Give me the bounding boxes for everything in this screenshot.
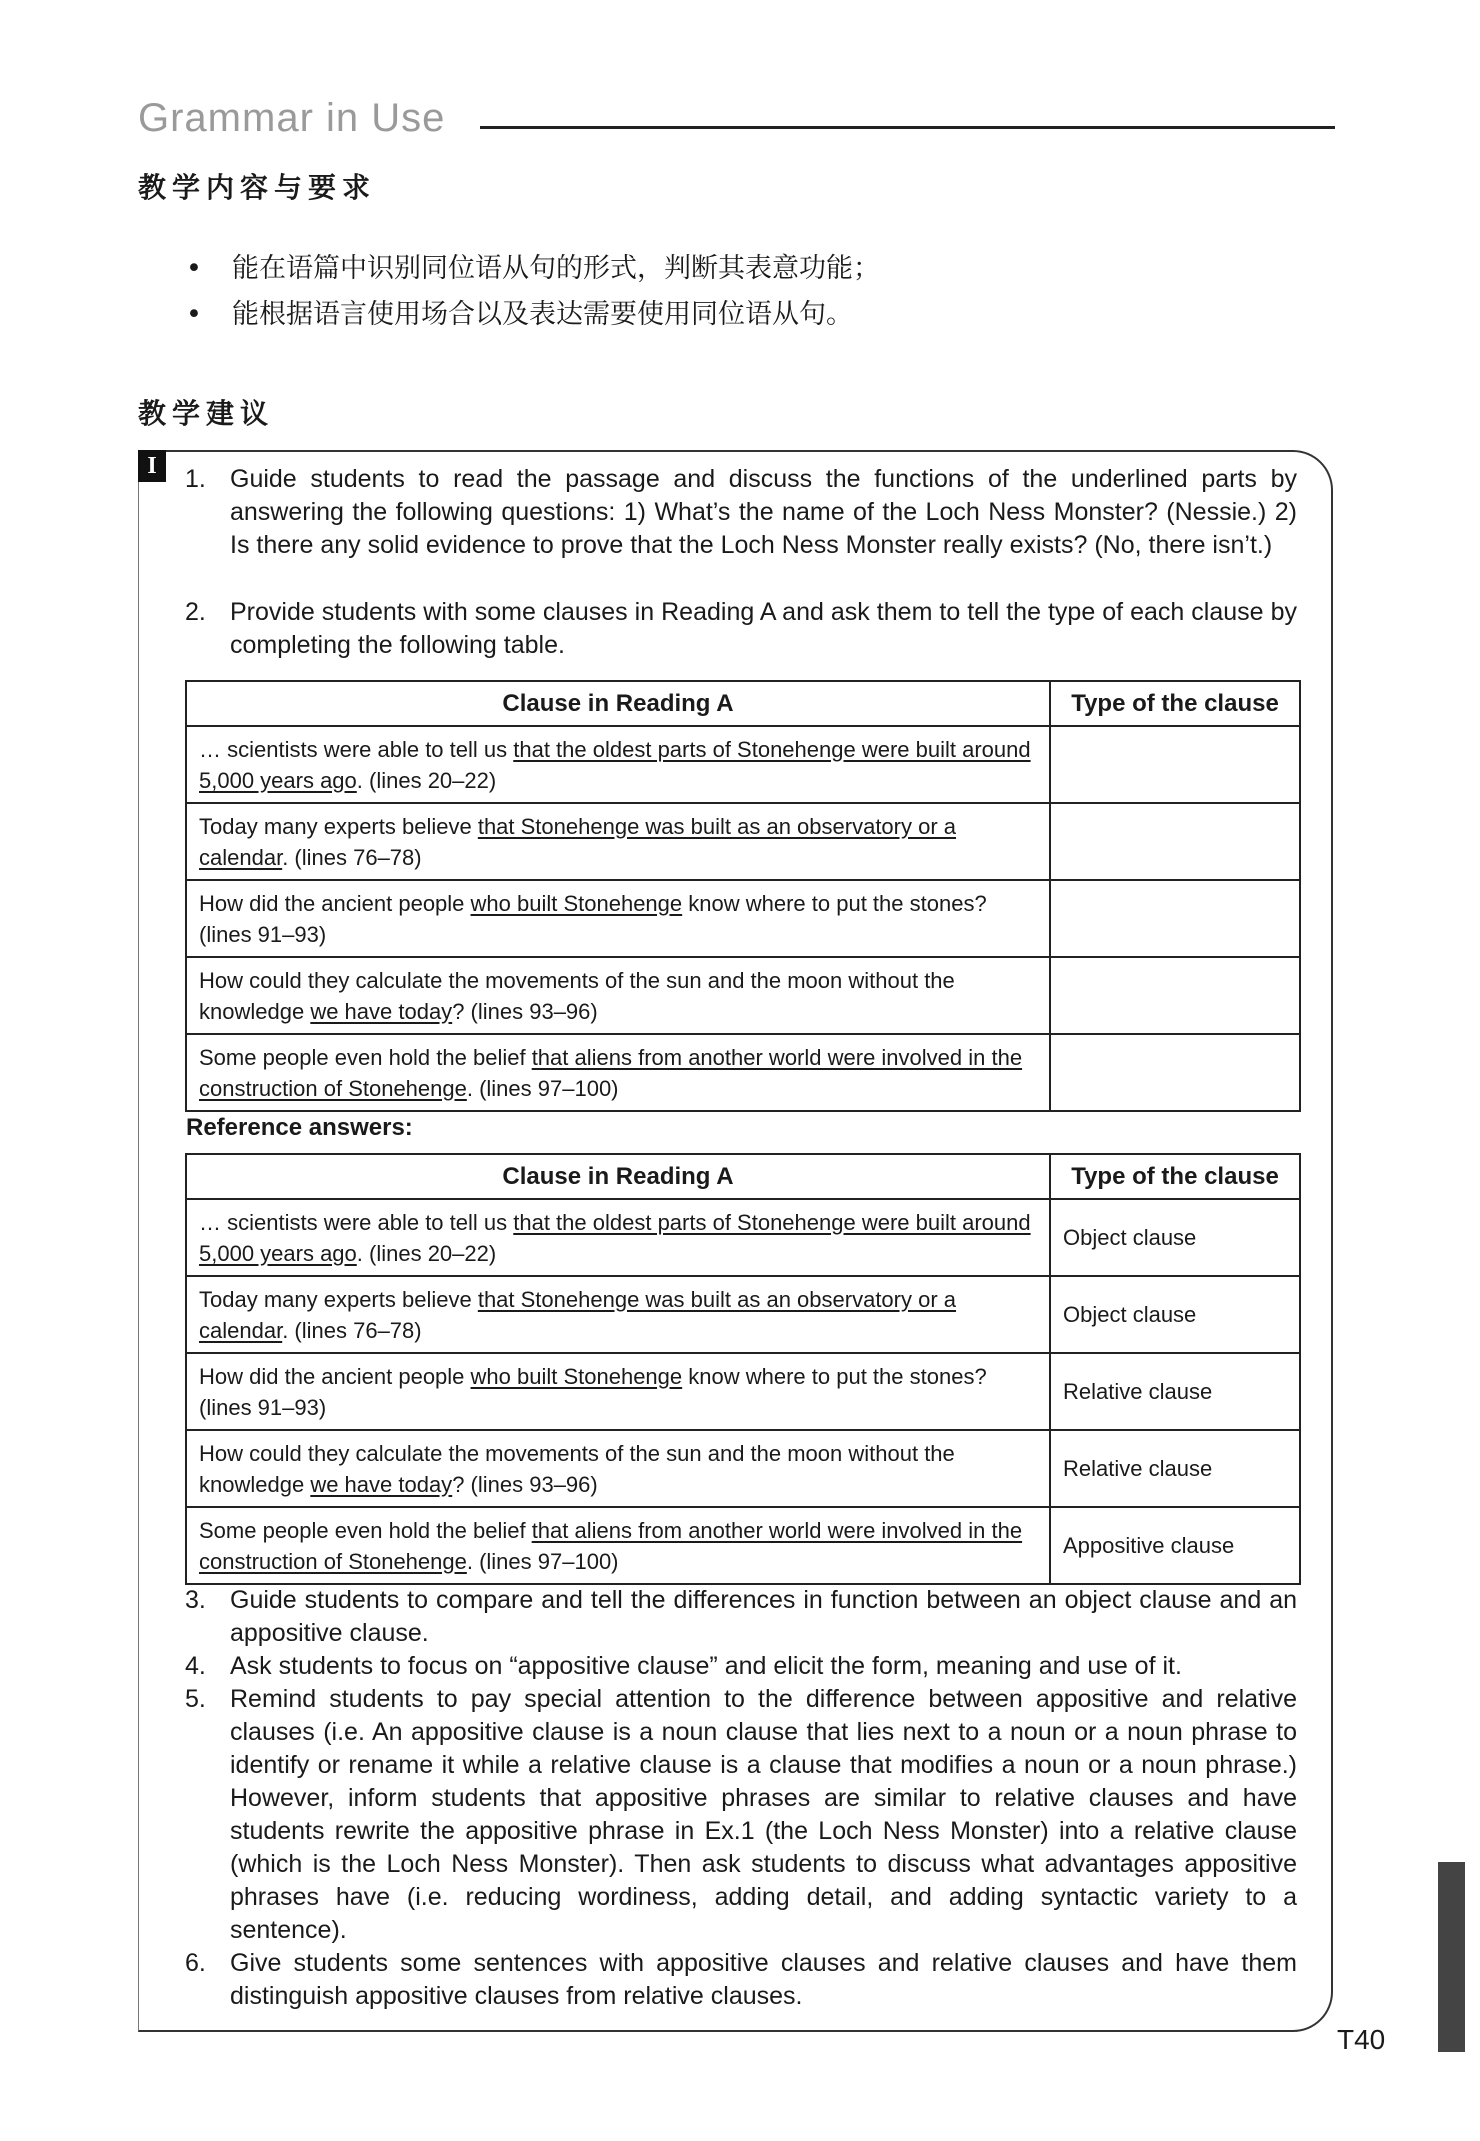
table-row — [186, 803, 1300, 880]
clause-cell — [186, 880, 1050, 957]
clause-text: Today many experts believe — [199, 1286, 478, 1312]
clause-text: How could they calculate the movements of the sun and the moon without the knowledge — [199, 1440, 955, 1497]
clause-text: … scientists were able to tell us — [199, 736, 514, 762]
item-text: Give students some sentences with appositive clauses and relative clauses and have them distinguish appositive clauses from relative clauses. — [230, 1949, 1297, 2010]
exercise-table — [185, 680, 1301, 1112]
header-row — [186, 1154, 1300, 1199]
column-header: Clause in Reading A — [186, 681, 1050, 726]
clause-underlined: that aliens from another world were involved in the construction of Stonehenge — [199, 1044, 1023, 1101]
clause-underlined: we have today — [310, 1471, 453, 1497]
clause-text: … scientists were able to tell us — [199, 1209, 514, 1235]
clause-text: Today many experts believe — [199, 813, 478, 839]
type-cell — [1050, 880, 1300, 957]
list-item — [185, 1584, 1297, 1650]
clause-cell — [186, 803, 1050, 880]
item-number: 6. — [185, 1949, 206, 1977]
bullet-icon: • — [186, 299, 202, 330]
clause-underlined: that Stonehenge was built as an observatory or a calendar — [199, 813, 957, 870]
clause-text: Some people even hold the belief — [199, 1044, 532, 1070]
clause-cell — [186, 1199, 1050, 1276]
goal-item — [186, 292, 853, 331]
table-row — [186, 1276, 1300, 1353]
item-text: Guide students to compare and tell the differences in function between an object clause and an appositive clause. — [230, 1586, 1297, 1647]
clause-lines: ? (lines 93–96) — [452, 998, 598, 1024]
clause-underlined: that aliens from another world were involved in the construction of Stonehenge — [199, 1517, 1023, 1574]
item-number: 2. — [185, 598, 206, 626]
item-text: Provide students with some clauses in Reading A and ask them to tell the type of each clause by completing the following table. — [230, 598, 1297, 659]
section-title: Grammar in Use — [138, 96, 446, 140]
type-cell: Relative clause — [1050, 1430, 1300, 1507]
clause-underlined: that the oldest parts of Stonehenge were built around 5,000 years ago — [199, 736, 1031, 793]
heading-goals: 教学内容与要求 — [138, 171, 377, 204]
item-number: 4. — [185, 1652, 206, 1680]
clause-underlined: that the oldest parts of Stonehenge were built around 5,000 years ago — [199, 1209, 1031, 1266]
clause-text: How did the ancient people — [199, 1363, 471, 1389]
type-cell: Appositive clause — [1050, 1507, 1300, 1584]
title-rule — [480, 126, 1335, 129]
clause-cell — [186, 1430, 1050, 1507]
list-item — [185, 1650, 1297, 1683]
table-row — [186, 1430, 1300, 1507]
table-row — [186, 880, 1300, 957]
table-row — [186, 957, 1300, 1034]
clause-lines: . (lines 20–22) — [356, 767, 497, 793]
table-row — [186, 1199, 1300, 1276]
clause-lines: . (lines 97–100) — [466, 1075, 619, 1101]
table-row — [186, 1034, 1300, 1111]
type-cell: Object clause — [1050, 1199, 1300, 1276]
clause-cell — [186, 1353, 1050, 1430]
clause-lines: ? (lines 93–96) — [452, 1471, 598, 1497]
column-header: Type of the clause — [1050, 1154, 1300, 1199]
table-row — [186, 726, 1300, 803]
column-header: Type of the clause — [1050, 681, 1300, 726]
goal-text: 能根据语言使用场合以及表达需要使用同位语从句。 — [232, 299, 853, 330]
goal-text: 能在语篇中识别同位语从句的形式，判断其表意功能； — [232, 253, 880, 284]
clause-lines: know where to put the stones? (lines 91–93) — [199, 890, 987, 947]
goal-item — [186, 246, 880, 285]
clause-underlined: who built Stonehenge — [470, 890, 683, 916]
type-cell — [1050, 957, 1300, 1034]
clause-cell — [186, 1276, 1050, 1353]
type-cell — [1050, 1034, 1300, 1111]
clause-lines: . (lines 76–78) — [282, 844, 422, 870]
clause-text: How could they calculate the movements of the sun and the moon without the knowledge — [199, 967, 955, 1024]
section-badge: I — [138, 450, 166, 482]
type-cell — [1050, 726, 1300, 803]
reference-label: Reference answers: — [186, 1114, 413, 1141]
type-cell: Object clause — [1050, 1276, 1300, 1353]
list-item — [185, 1947, 1297, 2013]
type-cell — [1050, 803, 1300, 880]
clause-cell — [186, 726, 1050, 803]
clause-lines: . (lines 97–100) — [466, 1548, 619, 1574]
clause-lines: . (lines 76–78) — [282, 1317, 422, 1343]
clause-lines: know where to put the stones? (lines 91–93) — [199, 1363, 987, 1420]
clause-underlined: who built Stonehenge — [470, 1363, 683, 1389]
item-text: Remind students to pay special attention to the difference between appositive and relative clauses (i.e. An appositive clause is a noun clause that lies next to a noun or a noun phrase to identify or rename it while a relative clause is a clause that modifies a noun or a noun phrase.) However, inform students that appositive phrases are similar to relative clauses and have students rewrite the appositive phrase in Ex.1 (the Loch Ness Monster) into a relative clause (which is the Loch Ness Monster). Then ask students to discuss what advantages appositive phrases have (i.e. reducing wordiness, adding detail, and adding syntactic variety to a sentence). — [230, 1685, 1297, 1944]
column-header: Clause in Reading A — [186, 1154, 1050, 1199]
heading-suggestions: 教学建议 — [138, 397, 275, 430]
list-item — [185, 596, 1297, 662]
clause-cell — [186, 957, 1050, 1034]
list-item — [185, 1683, 1297, 1947]
list-item — [185, 463, 1297, 562]
clause-underlined: we have today — [310, 998, 453, 1024]
clause-text: Some people even hold the belief — [199, 1517, 532, 1543]
table-row — [186, 1507, 1300, 1584]
item-text: Ask students to focus on “appositive clause” and elicit the form, meaning and use of it. — [230, 1652, 1182, 1680]
item-number: 5. — [185, 1685, 206, 1713]
answer-table — [185, 1153, 1301, 1585]
bullet-icon: • — [186, 253, 202, 284]
table-row — [186, 1353, 1300, 1430]
clause-text: How did the ancient people — [199, 890, 471, 916]
header-row — [186, 681, 1300, 726]
clause-lines: . (lines 20–22) — [356, 1240, 497, 1266]
clause-cell — [186, 1034, 1050, 1111]
item-number: 3. — [185, 1586, 206, 1614]
page-edge-tab — [1438, 1862, 1465, 2052]
type-cell: Relative clause — [1050, 1353, 1300, 1430]
clause-cell — [186, 1507, 1050, 1584]
page-number: T40 — [1337, 2024, 1386, 2055]
item-number: 1. — [185, 465, 206, 493]
item-text: Guide students to read the passage and discuss the functions of the underlined parts by answering the following questions: 1) What’s the name of the Loch Ness Monster? (Nessie.) 2) Is there any solid evidence to prove that the Loch Ness Monster really exists? (No, there isn’t.) — [230, 465, 1297, 559]
clause-underlined: that Stonehenge was built as an observatory or a calendar — [199, 1286, 957, 1343]
